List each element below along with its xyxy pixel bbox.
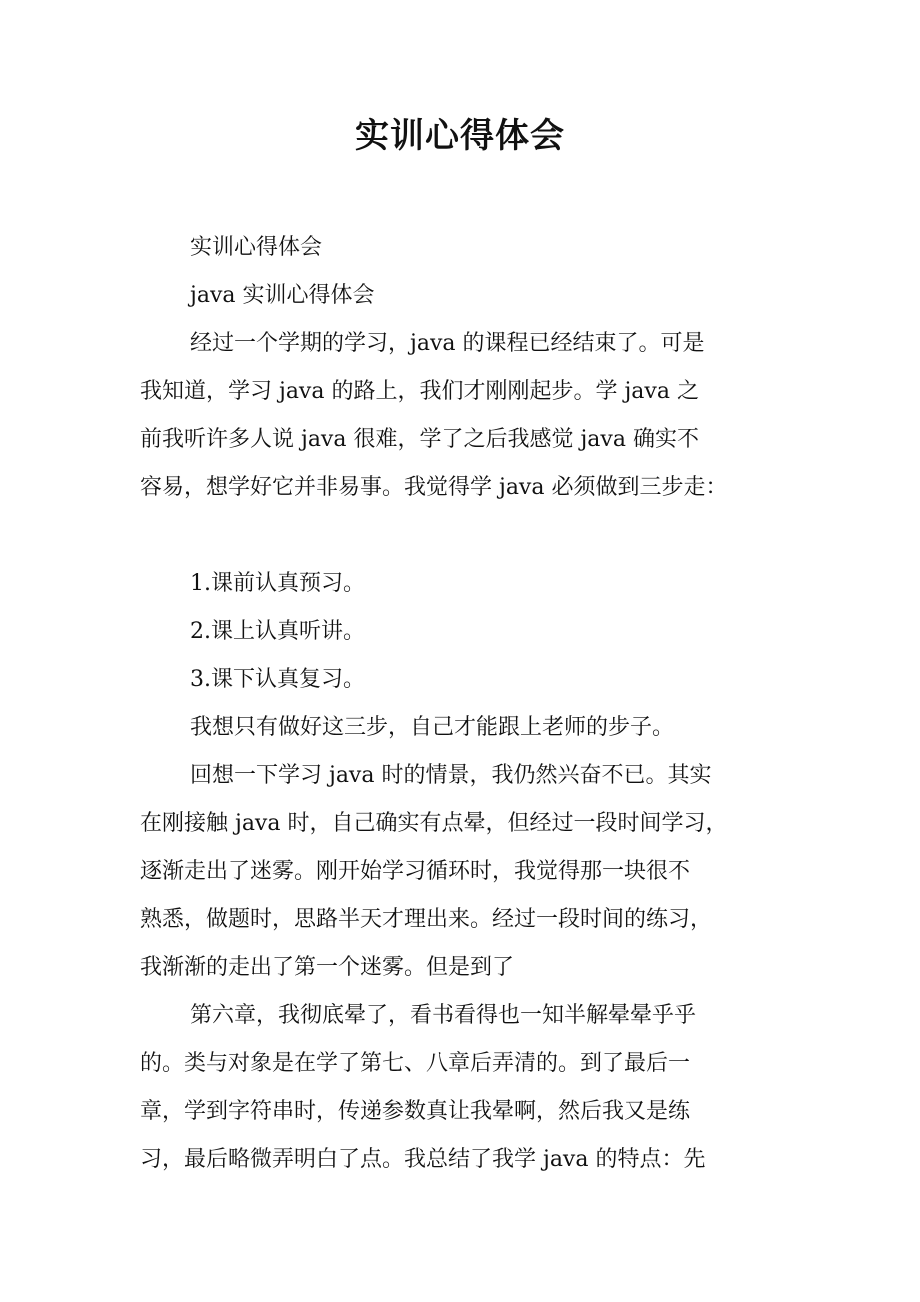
text-line: 回想一下学习 java 时的情景，我仍然兴奋不已。其实 (190, 763, 712, 788)
paragraph-summary (140, 704, 790, 752)
text-line: 我渐渐的走出了第一个迷雾。但是到了 (140, 955, 515, 980)
text-line: 经过一个学期的学习，java 的课程已经结束了。可是 (190, 331, 705, 356)
text-line: 的。类与对象是在学了第七、八章后弄清的。到了最后一 (140, 1051, 691, 1076)
text-line: 实训心得体会 (190, 235, 323, 260)
text-line: 习，最后略微弄明白了点。我总结了我学 java 的特点：先 (140, 1147, 706, 1172)
text-line: 逐渐走出了迷雾。刚开始学习循环时，我觉得那一块很不 (140, 859, 691, 884)
paragraph-recall (140, 752, 790, 992)
text-line: 熟悉，做题时，思路半天才理出来。经过一段时间的练习， (140, 907, 713, 932)
text-line: 1.课前认真预习。 (190, 571, 365, 596)
text-line: 第六章，我彻底晕了，看书看得也一知半解晕晕乎乎 (190, 1003, 697, 1028)
text-line: java 实训心得体会 (190, 283, 375, 308)
document-title: 实训心得体会 (355, 116, 565, 156)
text-line: 我想只有做好这三步，自己才能跟上老师的步子。 (190, 715, 675, 740)
document-body (140, 224, 790, 1184)
text-line: 章，学到字符串时，传递参数真让我晕啊，然后我又是练 (140, 1099, 691, 1124)
text-line: 2.课上认真听讲。 (190, 619, 365, 644)
text-line: 前我听许多人说 java 很难，学了之后我感觉 java 确实不 (140, 427, 699, 452)
paragraph-step-1 (140, 560, 790, 608)
text-line: 在刚接触 java 时，自己确实有点晕，但经过一段时间学习， (140, 811, 728, 836)
paragraph-subheading (140, 272, 790, 320)
paragraph-chapter-six (140, 992, 790, 1184)
text-line: 3.课下认真复习。 (190, 667, 365, 692)
paragraph-gap (140, 512, 790, 560)
text-line: 我知道，学习 java 的路上，我们才刚刚起步。学 java 之 (140, 379, 699, 404)
paragraph-heading (140, 224, 790, 272)
text-line: 容易，想学好它并非易事。我觉得学 java 必须做到三步走： (140, 475, 728, 500)
paragraph-step-2 (140, 608, 790, 656)
paragraph-step-3 (140, 656, 790, 704)
paragraph-intro (140, 320, 790, 512)
